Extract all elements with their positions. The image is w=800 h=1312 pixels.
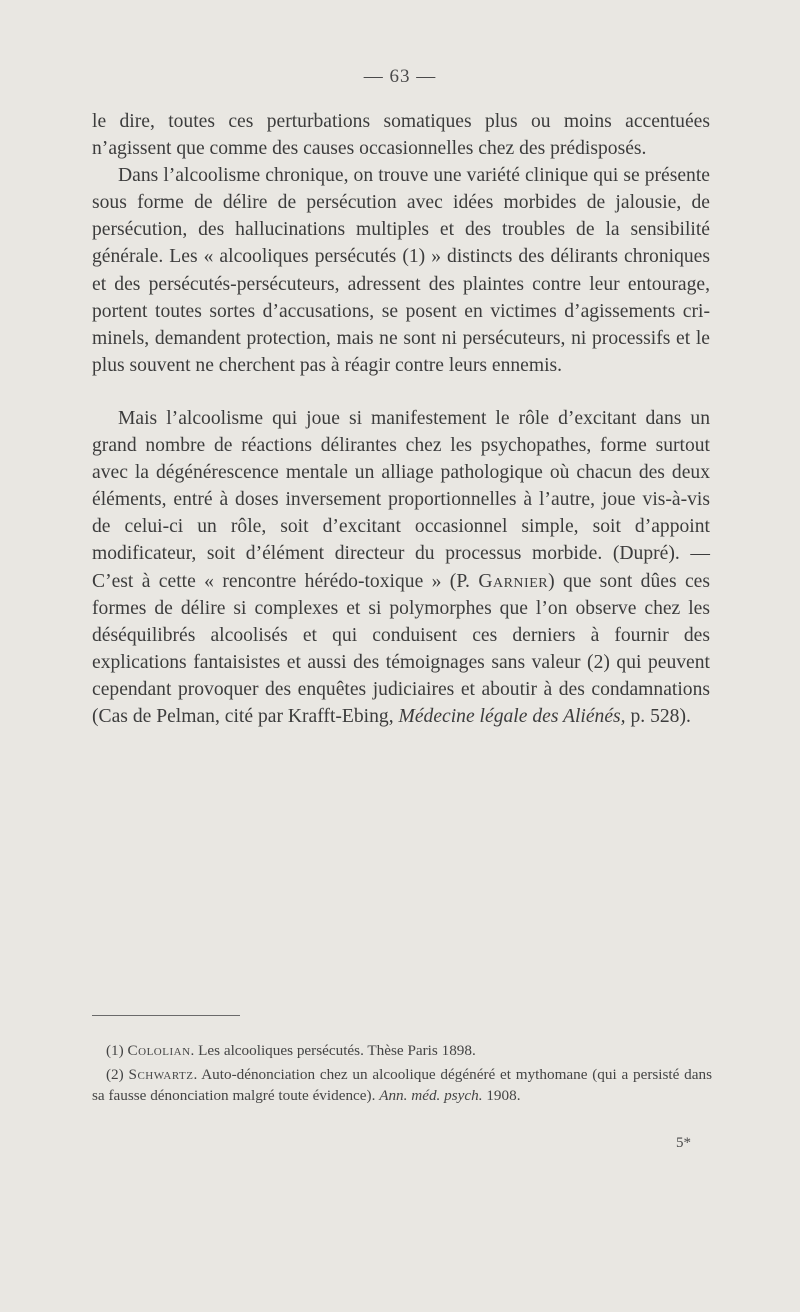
paragraph-1: le dire, toutes ces perturbations somatiques plus ou moins accentuées n’agissent que comme des causes occasionnelles chez des prédisposés. [92,111,710,160]
footnote-2-text: . Auto-dénonciation chez un alcoolique dégénéré et mythomane (qui a persisté dans sa fausse dénonciation malgré toute évidence). [92,1065,713,1104]
paragraph-3-part-b: ) que sont dûes ces formes de délire si complexes et si polymorphes que l’on observe chez les déséquilibrés alcoolisés et qui conduisent ces derniers à fournir des explications fantaisistes et aussi des témoignages sans valeur (2) qui peuvent cependant provoquer des enquêtes judiciaires et aboutir à des condamnations (Cas de Pelman, cité par Krafft-Ebing, [92,570,710,727]
paragraph-3 [92,405,710,730]
book-title: Médecine légale des Aliénés, [398,705,626,727]
footnote-1-author: Cololian [127,1042,191,1059]
footnote-2-author: Schwartz [128,1065,194,1083]
paragraph-3-part-c: p. 528). [625,705,691,727]
footnote-2-year: 1908. [482,1087,521,1104]
paragraph-3-part-a: Mais l’alcoolisme qui joue si manifestement le rôle d’excitant dans un grand nombre de réactions délirantes chez les psychopathes, forme surtout avec la dégénérescence mentale un alliage pathologique où chacun des deux éléments, entré à doses inversement proportionnelles à l’autre, joue vis-à-vis de celui-ci un rôle, soit d’excitant occasionnel simple, soit d’appoint modificateur, soit d’élément directeur du processus morbide. (Dupré). — C’est à cette « rencontre hérédo-toxique » (P. [92,407,710,592]
footnote-1 [92,1040,712,1062]
author-garnier: Garnier [478,570,549,592]
signature-mark: 5* [676,1135,691,1151]
footnote-1-mark: (1) [106,1042,128,1059]
footnote-2-journal: Ann. méd. psych. [379,1087,483,1104]
footnote-2-mark: (2) [106,1065,129,1083]
main-text [92,108,710,730]
footnotes [92,1040,712,1109]
footnote-rule [92,1015,240,1016]
paragraph-2: Dans l’alcoolisme chronique, on trouve une variété clinique qui se présente sous forme de délire de persécution avec idées morbides de jalousie, de persécution, des hallucinations multiples et des troubles de la sensibilité générale. Les « alcooliques persécutés (1) » distincts des délirants chroniques et des persécutés-persécuteurs, adressent des plaintes contre leur entourage, portent toutes sortes d’accusations, se posent en victimes d’agissements criminels, demandent protection, mais ne sont ni persécuteurs, ni processifs et le plus souvent ne cherchent pas à réagir contre leurs ennemis. [92,165,710,376]
footnote-1-text: . Les alcooliques persécutés. Thèse Paris 1898. [190,1042,476,1059]
footnote-2 [92,1064,712,1107]
page-number: — 63 — [363,66,437,87]
